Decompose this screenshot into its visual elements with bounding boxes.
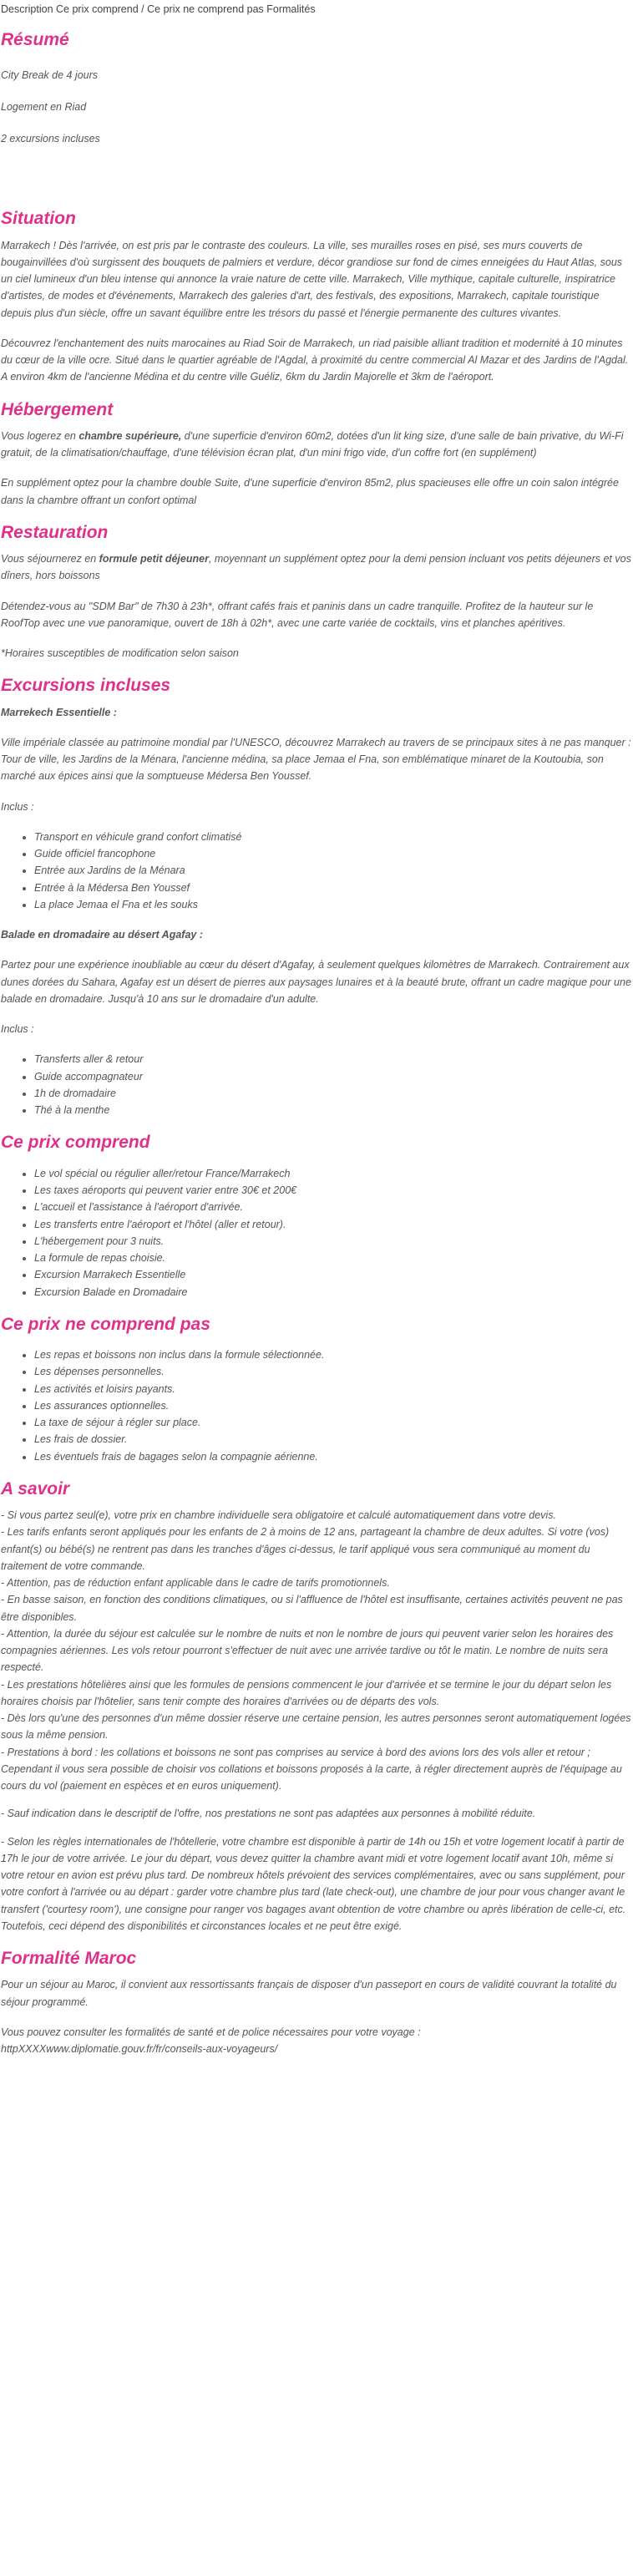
situation-paragraph: Découvrez l'enchantement des nuits marocaines au Riad Soir de Marrakech, un riad paisible alliant tradition et modernité à 10 minutes du cœur de la ville ocre. Situé dans le quartier agréable de l'Agdal, à proximité du centre commercial Al Mazar et des Jardins de l'Agdal. A environ 4km de l'ancienne Médina et du centre ville Guéliz, 6km du Jardin Majorelle et 3km de l'aéroport. (1, 337, 629, 383)
restauration-paragraph: Détendez-vous au "SDM Bar" de 7h30 à 23h*, offrant cafés frais et paninis dans un cadre tranquille. Profitez de la hauteur sur le RoofTop avec une vue panoramique, ouvert de 18h à 02h*, avec une carte variée de cocktails, vins et planches apéritives. (1, 600, 594, 629)
excursion-description: Partez pour une expérience inoubliable au cœur du désert d'Agafay, à seulement quelques kilomètres de Marrakech. Contrairement aux dunes dorées du Sahara, Agafay est un désert de pierres aux paysages lunaires et à la beauté brute, offrant un cadre magique pour une balade en dromadaire. Jusqu'à 10 ans sur le dromadaire d'un adulte. (1, 959, 631, 1005)
resume-title: Résumé (1, 30, 69, 50)
tab-bar (1, 0, 631, 18)
tab-separator: / (141, 3, 144, 15)
a-savoir-title: A savoir (1, 1478, 70, 1498)
restauration-note: *Horaires susceptibles de modification selon saison (1, 647, 239, 660)
excursion-inclus-list (1, 829, 631, 913)
situation-section (1, 207, 631, 385)
excursion-name: Balade en dromadaire au désert Agafay : (1, 929, 203, 941)
list-item: • Les assurances optionnelles. (34, 1397, 631, 1414)
list-item: • Les éventuels frais de bagages selon la compagnie aérienne. (34, 1448, 631, 1465)
list-item: • La formule de repas choisie. (34, 1250, 631, 1266)
list-item: • Excursion Marrakech Essentielle (34, 1266, 631, 1283)
tab-prix-comprend[interactable]: Ce prix comprend (56, 3, 139, 15)
excursions-section (1, 674, 631, 1118)
a-savoir-line: - Les tarifs enfants seront appliqués pour les enfants de 2 à moins de 12 ans, partageant la chambre de deux adultes. Si votre (vos) enfant(s) ou bébé(s) ne rentrent pas dans les tranches d'âges ci-dessus, le tarif appliqué vous sera communiqué au moment du traitement de votre commande. (1, 1526, 610, 1572)
hebergement-paragraph: En supplément optez pour la chambre double Suite, d'une superficie d'environ 85m2, plus spacieuses elle offre un coin salon intégrée dans la chambre offrant un confort optimal (1, 477, 619, 506)
a-savoir-line: - Attention, pas de réduction enfant applicable dans le cadre de tarifs promotionnels. (1, 1577, 390, 1590)
tab-description[interactable]: Description (1, 3, 53, 15)
inclus-label: Inclus : (1, 1023, 34, 1036)
a-savoir-line: - Attention, la durée du séjour est calculée sur le nombre de nuits et non le nombre de jours qui peuvent varier selon les horaires des compagnies aériennes. Les vols retour pourront s'effectuer de nuit avec une arrivée tardive ou tôt le matin. Le nombre de nuits sera respecté. (1, 1627, 614, 1674)
list-item: • Excursion Balade en Dromadaire (34, 1284, 631, 1301)
list-item: • Les activités et loisirs payants. (34, 1381, 631, 1397)
a-savoir-line: - Selon les règles internationales de l'hôtellerie, votre chambre est disponible à partir de 14h ou 15h et votre logement locatif à partir de 17h le jour de votre arrivée. Le jour du départ, vous devez quitter la chambre avant midi et votre logement locatif avant 10h, même si votre retour en avion est prévu plus tard. De nombreux hôtels prévoient des services complémentaires, avec ou sans supplément, pour votre confort à l'arrivée ou au départ : garder votre chambre plus tard (late check-out), une chambre de jour pour vous changer avant le transfert ('courtesy room'), une consigne pour ranger vos bagages avant obtention de votre chambre ou après libération de celle-ci, etc. Toutefois, ceci dépend des disponibilités et circonstances locales et ne peut être exigé. (1, 1835, 626, 1932)
situation-paragraph: Marrakech ! Dès l'arrivée, on est pris par le contraste des couleurs. La ville, ses murailles roses en pisé, ses murs couverts de bougainvillées d'où surgissent des bouquets de palmiers et verdure, décor grandiose sur fond de cimes enneigées du Haut Atlas, sous un ciel lumineux d'un bleu intense qui annonce la vraie nature de cette ville. Marrakech, Ville mythique, capitale culturelle, inspiratrice d'artistes, de modes et d'événements, Marrakech des galeries d'art, des festivals, des expositions, Marrakech, capitale touristique depuis plus d'un siècle, offre un savant équilibre entre les trésors du passé et l'énergie permanente des cultures vivantes. (1, 239, 623, 319)
list-item: • La taxe de séjour à régler sur place. (34, 1414, 631, 1431)
list-item: • La place Jemaa el Fna et les souks (34, 896, 631, 913)
excursion-inclus-list (1, 1051, 631, 1118)
formalite-paragraph: Vous pouvez consulter les formalités de santé et de police nécessaires pour votre voyage : (1, 2026, 421, 2038)
list-item: • Thé à la menthe (34, 1102, 631, 1118)
hebergement-paragraph (1, 428, 631, 462)
situation-title: Situation (1, 209, 76, 229)
list-item: • Les dépenses personnelles. (34, 1363, 631, 1380)
text: , moyennant un supplément optez pour la demi pension incluant vos petits déjeuners et vos dîners, hors boissons (1, 553, 631, 582)
a-savoir-section (1, 1478, 631, 1935)
list-item: • Le vol spécial ou régulier aller/retour France/Marrakech (34, 1165, 631, 1182)
tab-prix-ne-comprend-pas[interactable]: Ce prix ne comprend pas (147, 3, 264, 15)
formalite-paragraph: Pour un séjour au Maroc, il convient aux ressortissants français de disposer d'un passeport en cours de validité couvrant la totalité du séjour programmé. (1, 1979, 617, 2008)
excursions-title: Excursions incluses (1, 676, 171, 696)
text: Vous logerez en (1, 429, 79, 442)
list-item: • 1h de dromadaire (34, 1085, 631, 1102)
list-item: • Transport en véhicule grand confort climatisé (34, 829, 631, 845)
excursion-name: Marrekech Essentielle : (1, 706, 117, 718)
prix-ne-comprend-pas-title: Ce prix ne comprend pas (1, 1314, 210, 1334)
restauration-section (1, 521, 631, 662)
list-item: • Les repas et boissons non inclus dans la formule sélectionnée. (34, 1346, 631, 1363)
a-savoir-line: - Les prestations hôtelières ainsi que les formules de pensions commencent le jour d'arrivée et se termine le jour du départ selon les horaires choisis par l'hôtelier, sans tenir compte des horaires d'arrivées ou de départs des vols. (1, 1678, 612, 1707)
a-savoir-line: - Prestations à bord : les collations et boissons ne sont pas comprises au service à bord des avions lors des vols aller et retour ; Cependant il vous sera possible de choisir vos collations et boissons proposés à la carte, à régler directement auprès de l'équipage au cours du vol (paiement en espèces et en euros uniquement). (1, 1746, 622, 1793)
a-savoir-line: - En basse saison, en fonction des conditions climatiques, ou si l'affluence de l'hôtel est insuffisante, certaines activités peuvent ne pas être disponibles. (1, 1594, 623, 1623)
list-item: • L'accueil et l'assistance à l'aéroport d'arrivée. (34, 1199, 631, 1215)
spacer (1, 147, 631, 207)
formalite-title: Formalité Maroc (1, 1949, 137, 1969)
a-savoir-line: - Dès lors qu'une des personnes d'un même dossier réserve une certaine pension, les autres personnes seront automatiquement logées sous la même pension. (1, 1712, 631, 1742)
list-item: • Entrée aux Jardins de la Ménara (34, 862, 631, 879)
prix-ne-comprend-pas-list (1, 1346, 631, 1465)
text: d'une superficie d'environ 60m2, dotées d'un lit king size, d'une salle de bain privative, du Wi-Fi gratuit, de la climatisation/chauffage, d'une télévision écran plat, d'un mini frigo vide, d'un coffre fort (en supplément) (1, 429, 624, 459)
list-item: • Les transferts entre l'aéroport et l'hôtel (aller et retour). (34, 1216, 631, 1233)
resume-item: Logement en Riad (1, 100, 87, 113)
prix-ne-comprend-pas-section (1, 1313, 631, 1465)
formalite-link[interactable]: httpXXXXwww.diplomatie.gouv.fr/fr/conseils-aux-voyageurs/ (1, 2043, 278, 2056)
restauration-title: Restauration (1, 522, 109, 542)
list-item: • Transferts aller & retour (34, 1051, 631, 1067)
prix-comprend-section (1, 1131, 631, 1300)
prix-comprend-title: Ce prix comprend (1, 1133, 150, 1153)
restauration-paragraph (1, 550, 631, 585)
a-savoir-line: - Si vous partez seul(e), votre prix en chambre individuelle sera obligatoire et calculé automatiquement dans votre devis. (1, 1509, 556, 1522)
list-item: • Les frais de dossier. (34, 1431, 631, 1448)
tab-formalites[interactable]: Formalités (266, 3, 316, 15)
prix-comprend-list (1, 1165, 631, 1301)
list-item: • Guide accompagnateur (34, 1068, 631, 1085)
list-item: • Entrée à la Médersa Ben Youssef (34, 880, 631, 896)
room-type: chambre supérieure, (78, 429, 182, 442)
resume-item: City Break de 4 jours (1, 68, 99, 81)
a-savoir-block (1, 1507, 631, 1794)
hebergement-title: Hébergement (1, 399, 114, 419)
resume-item: 2 excursions incluses (1, 133, 100, 145)
inclus-label: Inclus : (1, 800, 34, 813)
meal-plan: formule petit déjeuner (99, 553, 209, 565)
a-savoir-line: - Sauf indication dans le descriptif de l'offre, nos prestations ne sont pas adaptées aux personnes à mobilité réduite. (1, 1808, 536, 1820)
list-item: • Les taxes aéroports qui peuvent varier entre 30€ et 200€ (34, 1182, 631, 1199)
text: Vous séjournerez en (1, 553, 99, 565)
excursion-description: Ville impériale classée au patrimoine mondial par l'UNESCO, découvrez Marrakech au travers de se principaux sites à ne pas manquer : Tour de ville, les Jardins de la Ménara, l'ancienne médina, sa place Jemaa el Fna, son emblématique minaret de la Koutoubia, son marché aux épices ainsi que la somptueuse Médersa Ben Youssef. (1, 736, 631, 783)
formalite-section (1, 1947, 631, 2057)
list-item: • L'hébergement pour 3 nuits. (34, 1233, 631, 1250)
list-item: • Guide officiel francophone (34, 845, 631, 862)
hebergement-section (1, 398, 631, 509)
resume-section (1, 28, 631, 147)
